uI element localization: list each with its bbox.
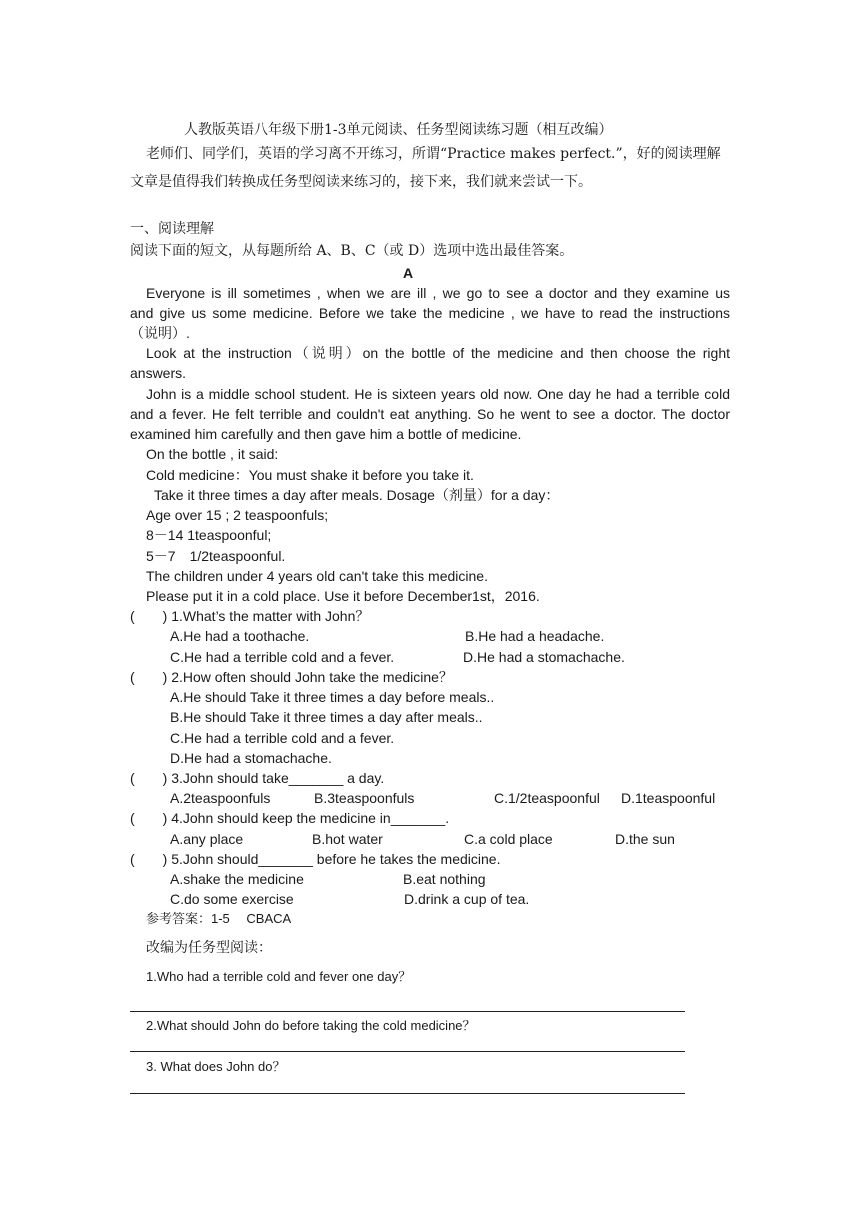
question-5-option-d: D.drink a cup of tea. [404,891,530,907]
passage-p3-line1: John is a middle school student. He is sixteen years old now. One day he had a terrible cold [146,386,730,402]
passage-p2-line2: answers. [130,365,187,381]
answer-key: 参考答案：1-5 CBACA [146,911,292,926]
question-4-option-a: A.any place [170,831,244,847]
answer-line-1[interactable] [130,1011,685,1012]
storage-line: Please put it in a cold place. Use it before December1st，2016. [146,588,540,604]
page-title: 人教版英语八年级下册1-3单元阅读、任务型阅读练习题（相互改编） [184,122,613,138]
question-5-option-b: B.eat nothing [403,871,486,887]
question-4-stem: ( ) 4.John should keep the medicine in_______. [130,810,450,826]
question-1-option-b: B.He had a headache. [465,628,605,644]
question-3-option-d: D.1teaspoonful [621,790,716,806]
question-2-option-c: C.He had a terrible cold and a fever. [170,730,395,746]
answer-line-2[interactable] [130,1051,685,1052]
task-question-3: 3. What does John do？ [146,1059,286,1074]
task-question-1: 1.Who had a terrible cold and fever one day？ [146,969,412,984]
question-4-option-b: B.hot water [312,831,383,847]
question-3-option-c: C.1/2teaspoonful [494,790,600,806]
question-1-option-a: A.He had a toothache. [170,628,310,644]
age-5-7-line: 5－7 1/2teaspoonful. [146,548,286,564]
question-3-option-b: B.3teaspoonfuls [314,790,415,806]
bottle-line: On the bottle , it said: [146,446,279,462]
question-2-option-b: B.He should Take it three times a day after meals.. [170,709,483,725]
passage-p1-line1: Everyone is ill sometimes , when we are ill , we go to see a doctor and they examine us [146,285,730,301]
passage-p3-line3: examined him carefully and then gave him a bottle of medicine. [130,426,522,442]
section-heading: 一、阅读理解 [130,221,214,237]
cold-medicine-line: Cold medicine：You must shake it before you take it. [146,467,474,483]
question-5-stem: ( ) 5.John should_______ before he takes the medicine. [130,851,501,867]
section-instruction: 阅读下面的短文，从每题所给 A、B、C（或 D）选项中选出最佳答案。 [130,243,574,259]
question-2-option-a: A.He should Take it three times a day before meals.. [170,689,495,705]
question-2-stem: ( ) 2.How often should John take the medicine？ [130,669,453,685]
question-4-option-d: D.the sun [615,831,675,847]
question-1-option-c: C.He had a terrible cold and a fever. [170,649,395,665]
age-15-line: Age over 15 ; 2 teaspoonfuls; [146,507,329,523]
dosage-line: Take it three times a day after meals. Dosage（剂量）for a day： [154,487,560,503]
task-heading: 改编为任务型阅读： [146,940,272,956]
passage-p3-line2: and a fever. He felt terrible and couldn't eat anything. So he went to see a doctor. The doctor [130,406,730,422]
question-5-option-c: C.do some exercise [170,891,294,907]
question-4-option-c: C.a cold place [464,831,553,847]
children-line: The children under 4 years old can't take this medicine. [146,568,488,584]
question-1-stem: ( ) 1.What’s the matter with John？ [130,608,370,624]
intro-line-2: 文章是值得我们转换成任务型阅读来练习的，接下来，我们就来尝试一下。 [130,174,592,190]
answer-line-3[interactable] [130,1093,685,1094]
passage-p2-line1: Look at the instruction（说明）on the bottle of the medicine and then choose the right [146,345,730,361]
question-1-option-d: D.He had a stomachache. [463,649,625,665]
intro-line-1: 老师们、同学们，英语的学习离不开练习，所谓“Practice makes perfect.”，好的阅读理解 [146,146,721,162]
question-2-option-d: D.He had a stomachache. [170,750,332,766]
question-3-option-a: A.2teaspoonfuls [170,790,271,806]
age-8-14-line: 8－14 1teaspoonful; [146,527,272,543]
question-3-stem: ( ) 3.John should take_______ a day. [130,770,385,786]
passage-label: A [403,265,414,281]
task-question-2: 2.What should John do before taking the cold medicine？ [146,1018,476,1033]
question-5-option-a: A.shake the medicine [170,871,304,887]
passage-p1-line3: （说明）. [130,325,190,341]
passage-p1-line2: and give us some medicine. Before we take the medicine , we have to read the instructions [130,305,730,321]
